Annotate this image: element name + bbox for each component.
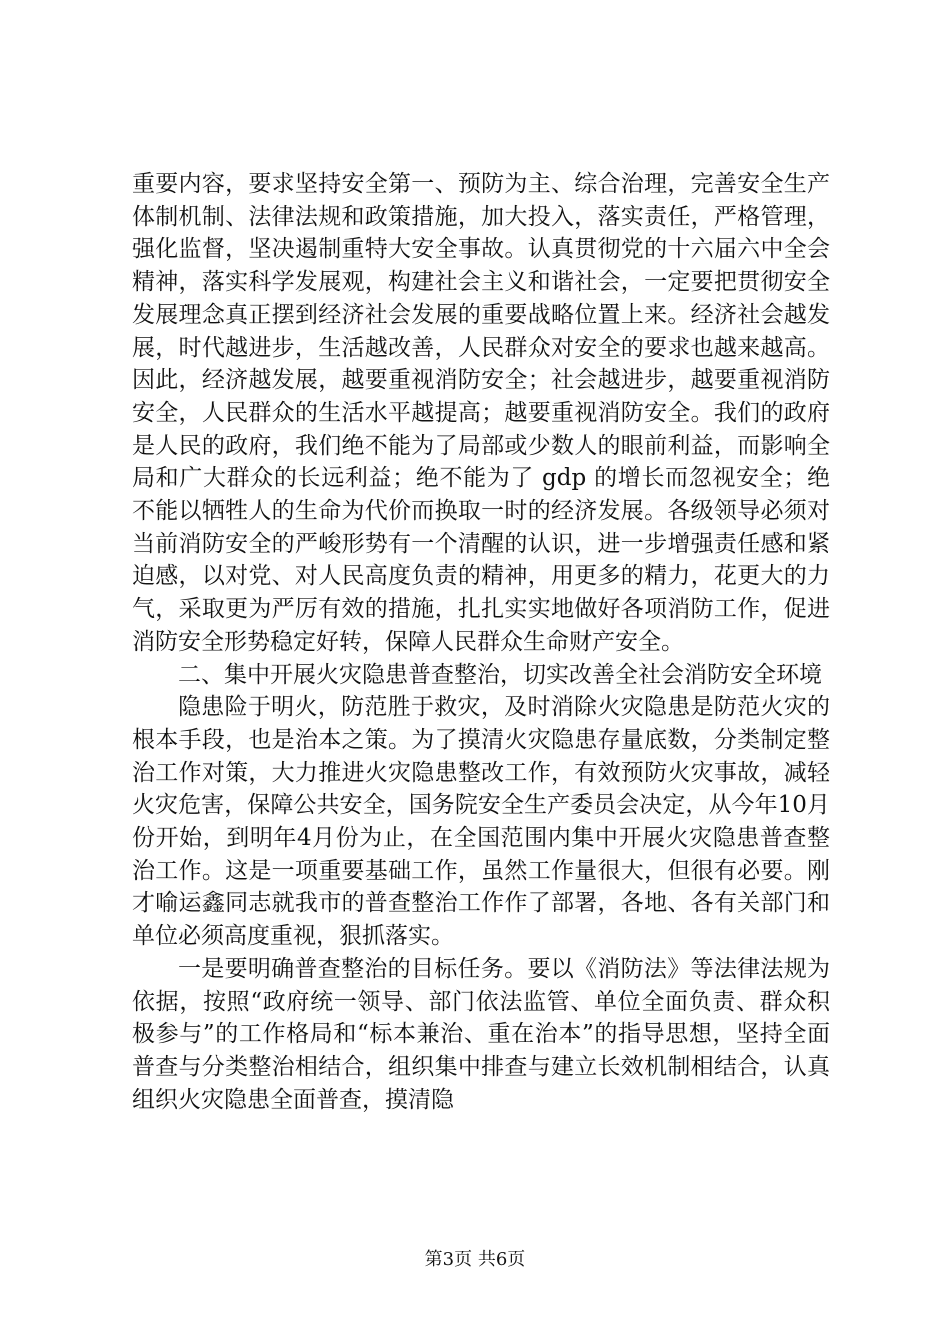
paragraph: 隐患险于明火，防范胜于救灾，及时消除火灾隐患是防范火灾的根本手段，也是治本之策。为了摸清火灾隐患存量底数，分类制定整治工作对策，大力推进火灾隐患整改工作，有效预防火灾事故，减轻火灾危害，保障公共安全，国务院安全生产委员会决定，从今年10月份开始，到明年4月份为止，在全国范围内集中开展火灾隐患普查整治工作。这是一项重要基础工作，虽然工作量很大，但很有必要。刚才喻运鑫同志就我市的普查整治工作作了部署，各地、各有关部门和单位必须高度重视，狠抓落实。 <box>132 694 830 950</box>
section-heading: 二、集中开展火灾隐患普查整治，切实改善全社会消防安全环境 <box>178 661 822 688</box>
document-body <box>132 168 830 1116</box>
paragraph-continuation: 重要内容，要求坚持安全第一、预防为主、综合治理，完善安全生产体制机制、法律法规和政策措施，加大投入，落实责任，严格管理，强化监督，坚决遏制重特大安全事故。认真贯彻党的十六届六中全会精神，落实科学发展观，构建社会主义和谐社会，一定要把贯彻安全发展理念真正摆到经济社会发展的重要战略位置上来。经济社会越发展，时代越进步，生活越改善，人民群众对安全的要求也越来越高。因此，经济越发展，越要重视消防安全；社会越进步，越要重视消防安全，人民群众的生活水平越提高；越要重视消防安全。我们的政府是人民的政府，我们绝不能为了局部或少数人的眼前利益，而影响全局和广大群众的长远利益；绝不能为了 gdp 的增长而忽视安全；绝不能以牺牲人的生命为代价而换取一时的经济发展。各级领导必须对当前消防安全的严峻形势有一个清醒的认识，进一步增强责任感和紧迫感，以对党、对人民高度负责的精神，用更多的精力，花更大的力气，采取更为严厉有效的措施，扎扎实实地做好各项消防工作，促进消防安全形势稳定好转，保障人民群众生命财产安全。 <box>132 171 830 655</box>
paragraph: 一是要明确普查整治的目标任务。要以《消防法》等法律法规为依据，按照“政府统一领导、部门依法监管、单位全面负责、群众积极参与”的工作格局和“标本兼治、重在治本”的指导思想，坚持全面普查与分类整治相结合，组织集中排查与建立长效机制相结合，认真组织火灾隐患全面普查，摸清隐 <box>132 955 830 1113</box>
page-number-footer: 第3页 共6页 <box>424 1249 526 1270</box>
